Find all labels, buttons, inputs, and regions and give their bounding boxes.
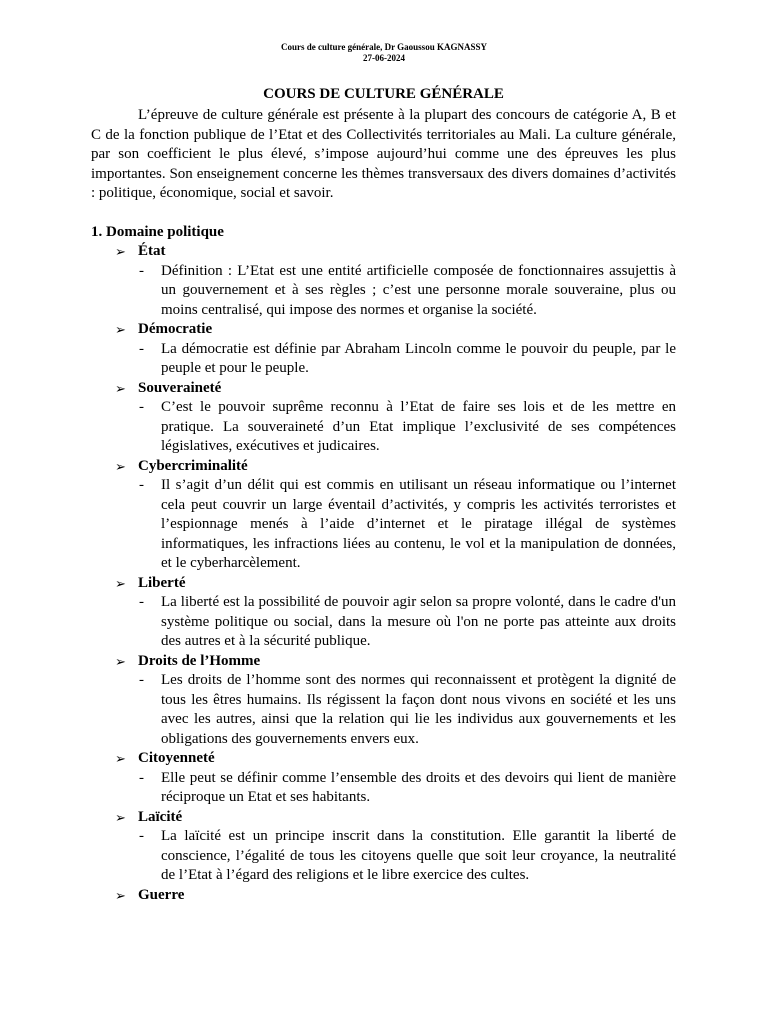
- term-definition: [91, 398, 676, 457]
- term-definition: [91, 593, 676, 652]
- term-heading: [91, 808, 676, 828]
- term-label: État: [138, 243, 166, 259]
- term-label: Cybercriminalité: [138, 457, 248, 474]
- section-heading: 1. Domaine politique: [91, 223, 224, 240]
- term-entry: [91, 242, 676, 320]
- term-label: Citoyenneté: [138, 750, 215, 766]
- term-entry: [91, 652, 676, 750]
- running-header: [0, 42, 768, 64]
- term-heading: [91, 320, 676, 340]
- term-entry: [91, 749, 676, 808]
- definition-text: La liberté est la possibilité de pouvoir agir selon sa propre volonté, dans le cadre d'un système politique ou social, dans la mesure où l'on ne porte pas atteinte aux droits des autres et à la sécurité publique.: [161, 594, 676, 649]
- definition-text: Il s’agit d’un délit qui est commis en utilisant un réseau informatique ou l’internet cela peut couvrir un large éventail d’activités, y compris les activités terroristes et l’espionnage menés à l’aide d’internet et le piratage illégal de systèmes informatiques, les infractions liées au contenu, le vol et la manipulation de données, et le cyberharcèlement.: [161, 477, 676, 571]
- term-heading: [91, 749, 676, 769]
- arrow-bullet-icon: ➢: [115, 380, 126, 396]
- term-entry: [91, 379, 676, 457]
- dash-bullet: -: [139, 399, 144, 415]
- term-entry: [91, 457, 676, 574]
- term-definition: [91, 476, 676, 574]
- term-label: Démocratie: [138, 321, 213, 337]
- term-entry: [91, 886, 676, 906]
- dash-bullet: -: [139, 769, 144, 786]
- header-date: 27-06-2024: [363, 53, 405, 63]
- term-heading: [91, 242, 676, 262]
- dash-bullet: -: [139, 477, 144, 493]
- term-definition: [91, 262, 676, 321]
- definition-text: C’est le pouvoir suprême reconnu à l’Etat de faire ses lois et de les mettre en pratique. La souveraineté d’un Etat implique l’exclusivité de ses compétences législatives, exécutives et judicaires.: [161, 399, 676, 454]
- intro-paragraph: L’épreuve de culture générale est présente à la plupart des concours de catégorie A, B et C de la fonction publique de l’Etat et des Collectivités territoriales au Mali. La culture générale, par son coefficient le plus élevé, s’impose aujourd’hui comme une des épreuves les plus importantes. Son enseignement concerne les thèmes transversaux des divers domaines d’activités : politique, économique, social et savoir.: [91, 107, 676, 201]
- term-heading: [91, 457, 676, 477]
- arrow-bullet-icon: ➢: [115, 244, 126, 259]
- document-body: [91, 84, 676, 905]
- term-label: Guerre: [138, 886, 185, 903]
- dash-bullet: -: [139, 340, 144, 357]
- term-label: Souveraineté: [138, 379, 222, 396]
- definition-text: La laïcité est un principe inscrit dans la constitution. Elle garantit la liberté de conscience, l’égalité de tous les citoyens quelle que soit leur croyance, la neutralité de l’Etat à l’égard des religions et le libre exercice des cultes.: [161, 828, 676, 883]
- arrow-bullet-icon: ➢: [115, 322, 126, 337]
- arrow-bullet-icon: ➢: [115, 887, 126, 903]
- term-label: Liberté: [138, 574, 186, 591]
- term-entry: [91, 320, 676, 379]
- document-title: COURS DE CULTURE GÉNÉRALE: [263, 86, 504, 102]
- term-definition: [91, 827, 676, 886]
- arrow-bullet-icon: ➢: [115, 458, 126, 474]
- definition-text: La démocratie est définie par Abraham Lincoln comme le pouvoir du peuple, par le peuple et pour le peuple.: [161, 340, 676, 376]
- term-heading: [91, 652, 676, 672]
- term-heading: [91, 886, 676, 906]
- dash-bullet: -: [139, 828, 144, 844]
- arrow-bullet-icon: ➢: [115, 751, 126, 766]
- dash-bullet: -: [139, 672, 144, 688]
- definition-text: Elle peut se définir comme l’ensemble des droits et des devoirs qui lient de manière réciproque un Etat et ses habitants.: [161, 769, 676, 805]
- header-line-1: Cours de culture générale, Dr Gaoussou KAGNASSY: [281, 42, 487, 52]
- arrow-bullet-icon: ➢: [115, 653, 126, 669]
- term-heading: [91, 379, 676, 399]
- term-label: Droits de l’Homme: [138, 652, 261, 669]
- term-heading: [91, 574, 676, 594]
- term-definition: [91, 340, 676, 379]
- term-list: [91, 242, 676, 905]
- term-entry: [91, 574, 676, 652]
- arrow-bullet-icon: ➢: [115, 809, 126, 825]
- arrow-bullet-icon: ➢: [115, 575, 126, 591]
- definition-text: Les droits de l’homme sont des normes qui reconnaissent et protègent la dignité de tous les êtres humains. Ils régissent la façon dont nous vivons en société et les uns avec les autres, ainsi que la relation qui lie les individus aux gouvernements et les obligations des gouvernements envers eux.: [161, 672, 676, 747]
- term-label: Laïcité: [138, 808, 183, 825]
- term-entry: [91, 808, 676, 886]
- term-definition: [91, 769, 676, 808]
- dash-bullet: -: [139, 262, 144, 279]
- term-definition: [91, 671, 676, 749]
- dash-bullet: -: [139, 594, 144, 610]
- definition-text: Définition : L’Etat est une entité artificielle composée de fonctionnaires assujettis à un gouvernement et à ses règles ; c’est une personne morale souveraine, plus ou moins centralisé, qui impose des normes et organise la société.: [161, 262, 676, 318]
